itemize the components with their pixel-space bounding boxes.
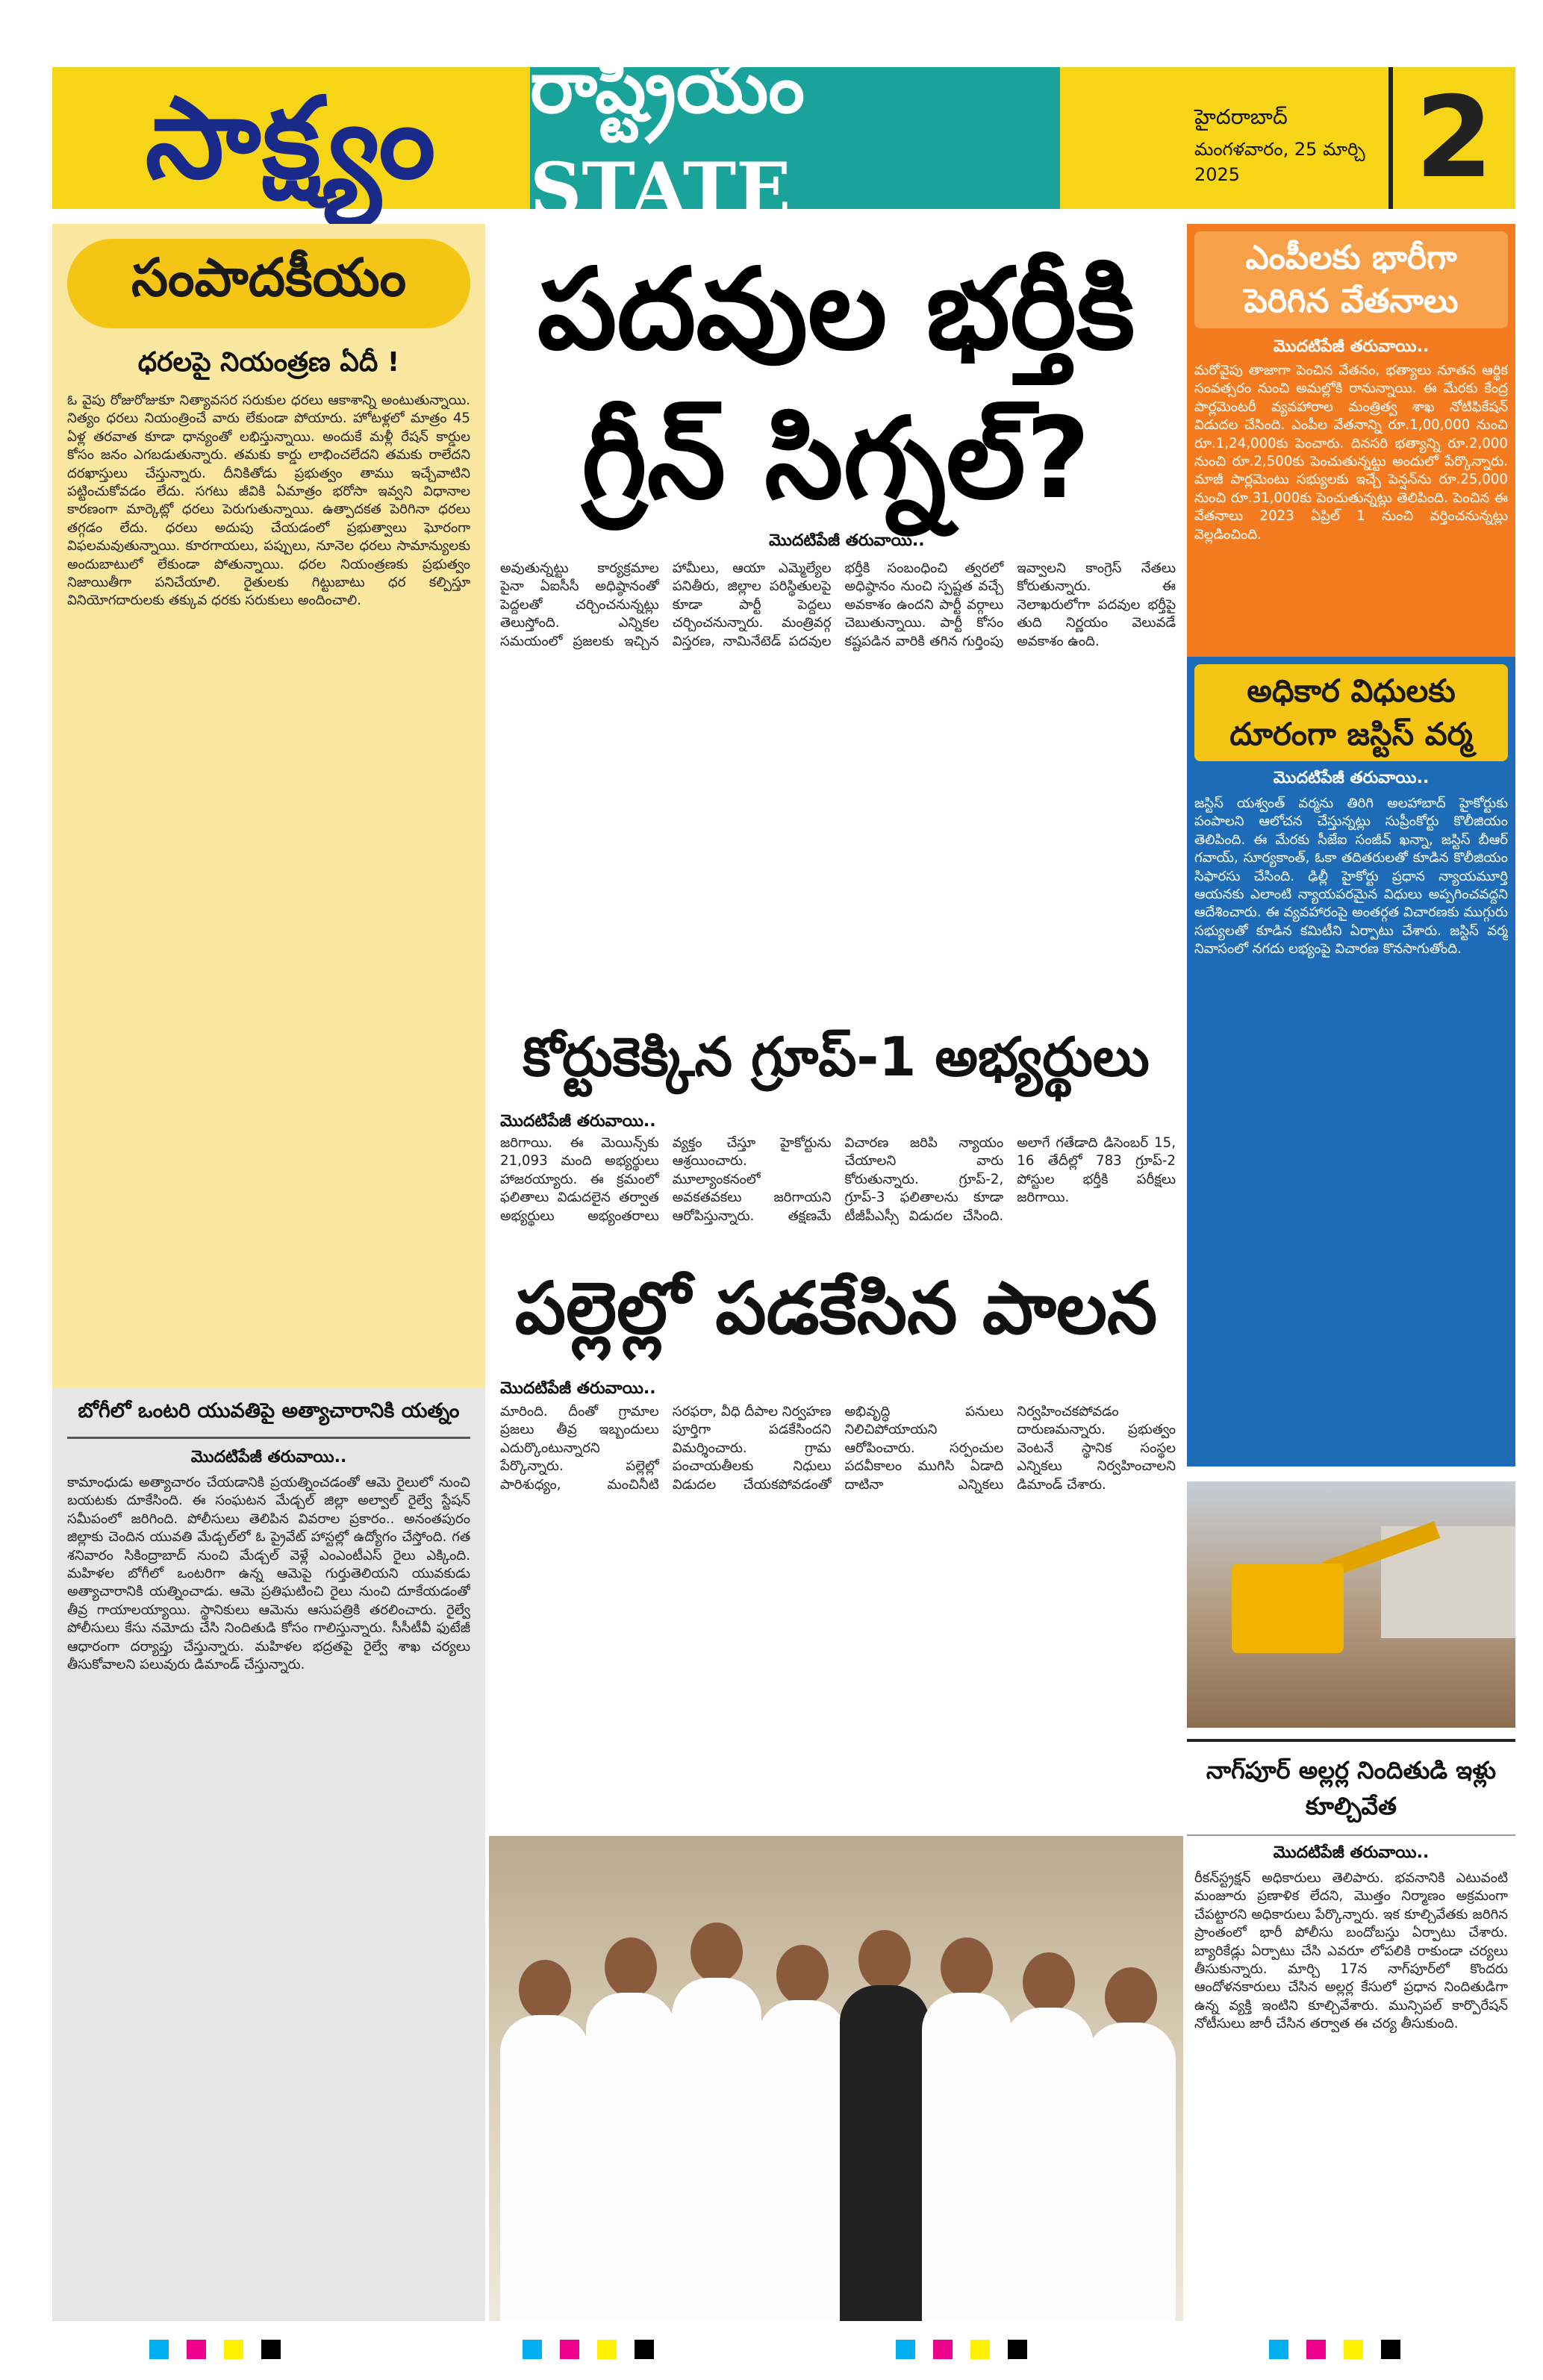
- registration-mark: [597, 2340, 617, 2359]
- registration-mark: [1306, 2340, 1326, 2359]
- nagpur-story-body: రీకన్‌స్ట్రక్షన్ అధికారులు తెలిపారు. భవనానికి ఎటువంటి మంజూరు ప్రణాళిక లేదని, మొత్తం నిర్మాణం అక్రమంగా చేపట్టారని అధికారులు పేర్కొన్నారు. ఇక కూల్చివేతకు జరిగిన ప్రాంతంలో భారీ పోలీసు బందోబస్తు ఏర్పాటు చేశారు. బ్యారికేడ్లు ఏర్పాటు చేసి ఎవరూ లోపలికి రాకుండా చర్యలు తీసుకున్నారు. మార్చి 17న నాగ్‌పూర్‌లో కొందరు ఆందోళనకారులు చేసిన అల్లర్ల కేసులో ప్రధాన నిందితుడిగా ఉన్న వ్యక్తి ఇంటిని కూల్చివేశారు. మున్సిపల్ కార్పొరేషన్ నోటీసులు జారీ చేసిన తర్వాత ఈ చర్య తీసుకుంది.: [1194, 1870, 1508, 2032]
- nagpur-story-byline: మొదటిపేజీ తరువాయి..: [1273, 1843, 1430, 1862]
- photo-person: [1004, 1952, 1094, 2321]
- registration-mark: [896, 2340, 915, 2359]
- demolition-photo: [1187, 1481, 1515, 1728]
- mp-salary-headline-line1: ఎంపీలకు భారీగా: [1245, 239, 1457, 277]
- photo-person: [500, 1960, 590, 2321]
- governance-body: మారింది. దీంతో గ్రామాల ప్రజలు తీవ్ర ఇబ్బందులు ఎదుర్కొంటున్నారని పేర్కొన్నారు. పల్లెల్లో పారిశుధ్యం, మంచినీటి సరఫరా, వీధి దీపాల నిర్వహణ పూర్తిగా పడకేసిందని విమర్శించారు. గ్రామ పంచాయతీలకు నిధులు విడుదల చేయకపోవడంతో అభివృద్ధి పనులు నిలిచిపోయాయని ఆరోపించారు. సర్పంచుల పదవీకాలం ముగిసి ఏడాది దాటినా ఎన్నికలు నిర్వహించకపోవడం దారుణమన్నారు. ప్రభుత్వం వెంటనే స్థానిక సంస్థల ఎన్నికలు నిర్వహించాలని డిమాండ్ చేశారు.: [500, 1404, 1176, 1493]
- justice-story-body: జస్టిస్ యశ్వంత్ వర్మను తిరిగి అలహాబాద్ హైకోర్టుకు పంపాలని ఆలోచన చేస్తున్నట్లు సుప్రీంకోర్టు కొలీజియం తెలిపింది. ఈ మేరకు సీజేఐ సంజీవ్ ఖన్నా, జస్టిస్ బీఆర్ గవాయ్, సూర్యకాంత్, ఓకా తదితరులతో కూడిన కొలీజియం సిఫారసు చేసింది. ఢిల్లీ హైకోర్టు ప్రధాన న్యాయమూర్తి ఆయనకు ఎలాంటి న్యాయపరమైన విధులు అప్పగించవద్దని ఆదేశించారు. ఈ వ్యవహారంపై అంతర్గత విచారణకు ముగ్గురు సభ్యులతో కూడిన కమిటీని ఏర్పాటు చేశారు. జస్టిస్ వర్మ నివాసంలో నగదు లభ్యంపై విచారణ కొనసాగుతోంది.: [1194, 796, 1508, 958]
- section-banner: [530, 45, 1060, 231]
- registration-mark: [1381, 2340, 1400, 2359]
- dateline: [1060, 67, 1388, 209]
- newspaper-logo: [52, 67, 530, 209]
- editorial-title: ధరలపై నియంత్రణ ఏదీ !: [137, 347, 400, 378]
- dateline-date: మంగళవారం, 25 మార్చి 2025: [1194, 139, 1365, 185]
- photo-excavator: [1232, 1564, 1344, 1653]
- registration-mark: [970, 2340, 990, 2359]
- registration-mark: [224, 2340, 243, 2359]
- registration-mark: [1344, 2340, 1363, 2359]
- nagpur-story-headline: [1187, 1739, 1515, 1836]
- photo-person: [840, 1930, 929, 2321]
- main-headline-line2: గ్రీన్ సిగ్నల్?: [582, 394, 1091, 524]
- photo-person: [672, 1923, 761, 2321]
- main-headline-line1: పదవుల భర్తీకి: [537, 245, 1135, 375]
- photo-person: [1086, 1967, 1176, 2321]
- registration-mark: [261, 2340, 281, 2359]
- print-registration-bar: [0, 2325, 1543, 2380]
- logo-text: సాక్ష్యం: [145, 72, 437, 204]
- group1-byline: మొదటిపేజీ తరువాయి..: [500, 1112, 656, 1131]
- registration-mark: [933, 2340, 953, 2359]
- photo-person: [586, 1937, 676, 2321]
- registration-mark: [635, 2340, 654, 2359]
- group-photo: [489, 1836, 1183, 2321]
- editorial-body: ఓ వైపు రోజురోజుకూ నిత్యావసర సరుకుల ధరలు ఆకాశాన్ని అంటుతున్నాయి. నిత్యం ధరలు నియంత్రించే వారు లేకుండా పోయారు. హోటళ్లలో మాత్రం 45 ఏళ్ల తరవాత కూడా ధాన్యంతో లభిస్తున్నాయి. అందుకే మళ్లీ రేషన్ కార్డుల కోసం జనం ఎగబడుతున్నారు. తమకు కార్డు లాభించలేదని తమకు రాలేదని దరఖాస్తులు చేస్తున్నారు. దీనికితోడు ప్రభుత్వం తాము ఇచ్చేవాటిని పట్టించుకోవడం లేదు. సగటు జీవికి ఏమాత్రం భరోసా ఇవ్వని విధానాల కారణంగా మార్కెట్లో ధరలు పెరుగుతున్నాయి. ఉత్పాదకత పెరిగినా ధరలు తగ్గడం లేదు. ధరలు అదుపు చేయడంలో ప్రభుత్వాలు ఘోరంగా విఫలమవుతున్నాయి. కూరగాయలు, పప్పులు, నూనెల ధరలు సామాన్యులకు అందుబాటులో లేకుండా పోతున్నాయి. ధరల నియంత్రణకు ప్రభుత్వం నిజాయితీగా పనిచేయాలి. రైతులకు గిట్టుబాటు ధర కల్పిస్తూ వినియోగదారులకు తక్కువ ధరకు సరుకులు అందించాలి.: [67, 393, 470, 609]
- registration-mark: [187, 2340, 206, 2359]
- justice-headline-line1: అధికార విధులకు: [1247, 672, 1456, 709]
- governance-headline: [489, 1261, 1183, 1373]
- justice-story-byline: మొదటిపేజీ తరువాయి..: [1273, 769, 1430, 787]
- section-title: రాష్ట్రీయం STATE: [530, 45, 805, 231]
- registration-mark: [523, 2340, 542, 2359]
- dateline-city: హైదరాబాద్: [1194, 104, 1288, 129]
- mp-salary-body: మరోవైపు తాజాగా పెంచిన వేతనం, భత్యాలు నూతన ఆర్థిక సంవత్సరం నుంచి అమల్లోకి రానున్నాయి. ఈ మేరకు కేంద్ర పార్లమెంటరీ వ్యవహారాల మంత్రిత్వ శాఖ నోటిఫికేషన్ విడుదల చేసింది. ఎంపీల వేతనాన్ని రూ.1,00,000 నుంచి రూ.1,24,000కు పెంచారు. దినసరి భత్యాన్ని రూ.2,000 నుంచి రూ.2,500కు పెంచుతున్నట్టు అందులో పేర్కొన్నారు. మాజీ పార్లమెంటు సభ్యులకు ఇచ్చే పెన్షన్‌ను రూ.25,000 నుంచి రూ.31,000కు పెంచుతున్నట్లు తెలిపింది. పెంచిన ఈ వేతనాలు 2023 ఏప్రిల్ 1 నుంచి వర్తించనున్నట్లు వెల్లడించింది.: [1194, 363, 1508, 543]
- governance-headline-text: పల్లెల్లో పడకేసిన పాలన: [514, 1266, 1158, 1350]
- registration-mark: [149, 2340, 169, 2359]
- crime-story-body: కామాంధుడు అత్యాచారం చేయడానికి ప్రయత్నించడంతో ఆమె రైలులో నుంచి బయటకు దూకేసింది. ఈ సంఘటన మేడ్చల్ జిల్లా అల్వాల్ రైల్వే స్టేషన్ సమీపంలో జరిగింది. పోలీసులు తెలిపిన వివరాల ప్రకారం.. అనంతపురం జిల్లాకు చెందిన యువతి మేడ్చల్‌లో ఓ ప్రైవేట్ హాస్టల్లో ఉద్యోగం చేస్తోంది. గత శనివారం సికింద్రాబాద్ నుంచి మేడ్చల్ వెళ్లే ఎంఎంటీఎస్ రైలు ఎక్కింది. మహిళల బోగీలో ఒంటరిగా ఉన్న ఆమెపై గుర్తుతెలియని యువకుడు అత్యాచారానికి యత్నించాడు. ఆమె ప్రతిఘటించి రైలు నుంచి దూకేయడంతో తీవ్ర గాయాలయ్యాయి. స్థానికులు ఆమెను ఆసుపత్రికి తరలించారు. రైల్వే పోలీసులు కేసు నమోదు చేసి నిందితుడి కోసం గాలిస్తున్నారు. సీసీటీవీ ఫుటేజీ ఆధారంగా దర్యాప్తు చేస్తున్నారు. మహిళల భద్రతపై రైల్వే శాఖ చర్యలు తీసుకోవాలని పలువురు డిమాండ్ చేస్తున్నారు.: [67, 1475, 470, 1673]
- photo-person: [922, 1937, 1011, 2321]
- justice-story-headline: [1194, 664, 1508, 761]
- main-story-body: అవుతున్నట్టు కార్యక్రమాల పైనా ఏఐసీసీ అధిష్ఠానంతో పెద్దలతో చర్చించనున్నట్లు తెలుస్తోంది. ఎన్నికల సమయంలో ప్రజలకు ఇచ్చిన హామీలు, ఆయా ఎమ్మెల్యేల పనితీరు, జిల్లాల పరిస్థితులపై కూడా పార్టీ పెద్దలు చర్చించనున్నారు. మంత్రివర్గ విస్తరణ, నామినేటెడ్ పదవుల భర్తీకి సంబంధించి త్వరలో అధిష్ఠానం నుంచి స్పష్టత వచ్చే అవకాశం ఉందని పార్టీ వర్గాలు చెబుతున్నాయి. పార్టీ కోసం కష్టపడిన వారికి తగిన గుర్తింపు ఇవ్వాలని కాంగ్రెస్ నేతలు కోరుతున్నారు. ఈ నెలాఖరులోగా పదవుల భర్తీపై తుది నిర్ణయం వెలువడే అవకాశం ఉంది.: [500, 560, 1176, 649]
- editorial-label-pill: [67, 239, 470, 328]
- page-number: 2: [1415, 73, 1494, 203]
- crime-story-divider: [67, 1437, 470, 1439]
- photo-person: [758, 1945, 847, 2321]
- main-story-byline: మొదటిపేజీ తరువాయి..: [769, 531, 925, 550]
- page-number-box: [1388, 67, 1515, 209]
- main-headline: [489, 224, 1183, 545]
- justice-headline-line2: దూరంగా జస్టిస్ వర్మ: [1229, 716, 1473, 752]
- mp-salary-headline: [1194, 231, 1508, 328]
- editorial-label: సంపాదకీయం: [131, 246, 407, 308]
- group1-headline-text: కోర్టుకెక్కిన గ్రూప్-1 అభ్యర్థులు: [523, 1025, 1150, 1088]
- nagpur-headline-line2: కూల్చివేత: [1305, 1792, 1397, 1820]
- mp-salary-headline-line2: పెరిగిన వేతనాలు: [1244, 282, 1459, 320]
- registration-mark: [1269, 2340, 1288, 2359]
- group1-headline: [489, 1022, 1183, 1105]
- crime-story-byline: మొదటిపేజీ తరువాయి..: [190, 1448, 347, 1467]
- group1-body: జరిగాయి. ఈ మెయిన్స్‌కు 21,093 మంది అభ్యర్థులు హాజరయ్యారు. ఈ క్రమంలో ఫలితాలు విడుదలైన తర్వాత అభ్యర్థులు అభ్యంతరాలు వ్యక్తం చేస్తూ హైకోర్టును ఆశ్రయించారు. మూల్యాంకనంలో అవకతవకలు జరిగాయని ఆరోపిస్తున్నారు. తక్షణమే విచారణ జరిపి న్యాయం చేయాలని వారు కోరుతున్నారు. గ్రూప్-2, గ్రూప్-3 ఫలితాలను కూడా టీజీపీఎస్సీ విడుదల చేసింది. అలాగే గతేడాది డిసెంబర్ 15, 16 తేదీల్లో 783 గ్రూప్-2 పోస్టుల భర్తీకి పరీక్షలు జరిగాయి.: [500, 1135, 1176, 1224]
- governance-byline: మొదటిపేజీ తరువాయి..: [500, 1379, 656, 1398]
- nagpur-headline-line1: నాగ్‌పూర్ అల్లర్ల నిందితుడి ఇళ్లు: [1206, 1756, 1497, 1784]
- registration-mark: [1008, 2340, 1027, 2359]
- mp-salary-byline: మొదటిపేజీ తరువాయి..: [1273, 337, 1430, 356]
- registration-mark: [560, 2340, 579, 2359]
- crime-story-headline: బోగీలో ఒంటరి యువతిపై అత్యాచారానికి యత్నం: [78, 1399, 460, 1422]
